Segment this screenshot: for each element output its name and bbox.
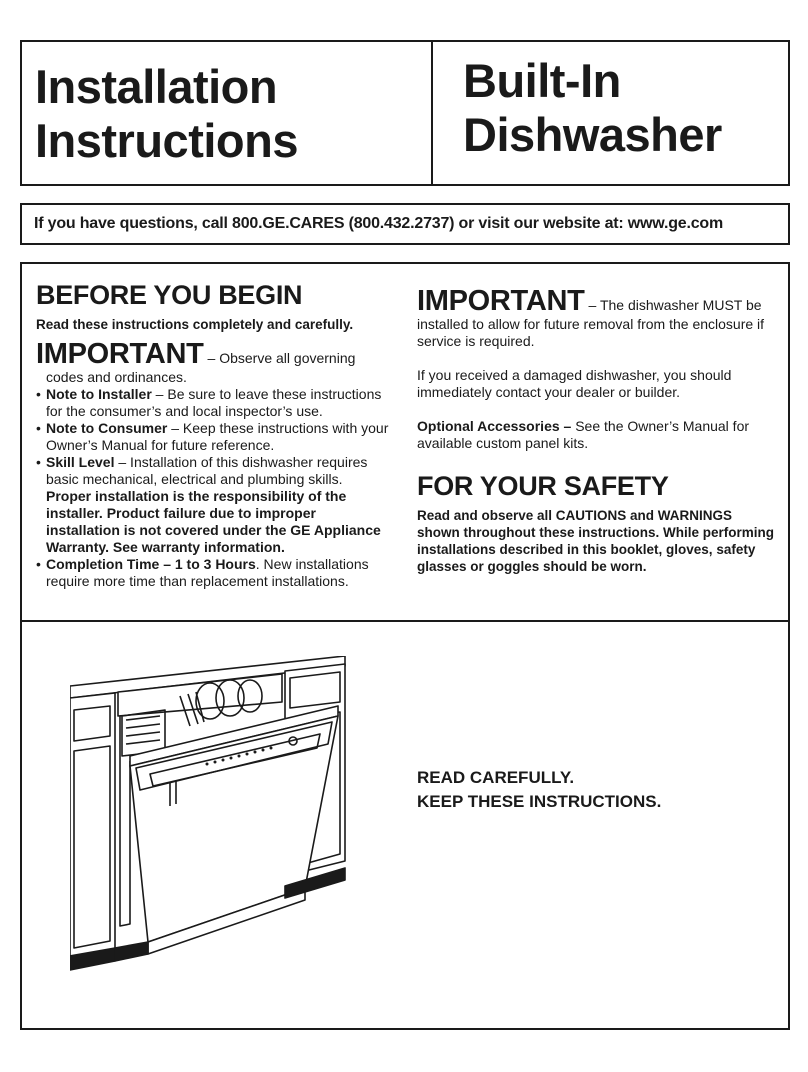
- list-item-text: . New installations require more time than replacement installations.: [46, 556, 369, 589]
- contact-bar: [20, 203, 790, 245]
- read-instructions-lead: Read these instructions completely and carefully.: [36, 317, 354, 332]
- list-item-text: – Installation of this dishwasher requires basic mechanical, electrical and plumbing skills.: [46, 454, 368, 487]
- dishwasher-illustration-icon: [70, 656, 370, 976]
- list-item-label: Completion Time – 1 to 3 Hours: [46, 556, 256, 572]
- important-dash: –: [588, 297, 597, 313]
- important-text: The dishwasher MUST be: [599, 297, 762, 313]
- keep-instructions-line: KEEP THESE INSTRUCTIONS.: [417, 792, 662, 811]
- warranty-warning: Proper installation is the responsibility of the installer. Product failure due to improper installation is not covered under the GE Appliance Warranty. See warranty information.: [46, 488, 381, 555]
- optional-accessories-body: See the Owner’s Manual for available custom panel kits.: [417, 418, 750, 451]
- list-item-label: Skill Level: [46, 454, 115, 470]
- notes-list: [36, 386, 391, 590]
- contact-text: If you have questions, call 800.GE.CARES (800.432.2737) or visit our website at: www.ge.com: [34, 215, 724, 232]
- before-you-begin-heading: BEFORE YOU BEGIN: [36, 280, 303, 310]
- important-text: Observe all governing: [219, 350, 356, 366]
- list-item-note-to-installer: [36, 386, 391, 420]
- list-item-note-to-consumer: [36, 420, 391, 454]
- safety-warning-text: Read and observe all CAUTIONS and WARNINGS shown throughout these instructions. While performing installations described in this booklet, gloves, safety glasses or goggles should be worn.: [417, 508, 774, 574]
- optional-accessories-label: Optional Accessories –: [417, 418, 572, 434]
- important-label: IMPORTANT: [417, 285, 585, 317]
- important-label: IMPORTANT: [36, 338, 204, 370]
- before-you-begin-section: [36, 278, 391, 590]
- list-item-text: – Be sure to leave these instructions for the consumer’s and local inspector’s use.: [46, 386, 382, 419]
- read-carefully-notice: [417, 766, 661, 814]
- section-divider: [22, 620, 788, 622]
- read-carefully-line: READ CAREFULLY.: [417, 768, 575, 787]
- dishwasher-illustration: [70, 656, 370, 976]
- title-line-installation: Installation: [35, 60, 278, 113]
- list-item-text: – Keep these instructions with your Owner’s Manual for future reference.: [46, 420, 389, 453]
- right-info-section: [417, 278, 777, 575]
- list-item-label: Note to Consumer: [46, 420, 168, 436]
- main-content-box: [20, 262, 790, 1030]
- title-box: [20, 40, 790, 186]
- title-divider: [431, 42, 433, 184]
- list-item-label: Note to Installer: [46, 386, 152, 402]
- list-item-completion-time: [36, 556, 391, 590]
- title-line-built-in: Built-In: [463, 54, 621, 107]
- damaged-dishwasher-text: If you received a damaged dishwasher, you should immediately contact your dealer or builder.: [417, 367, 732, 400]
- document-title: [35, 60, 425, 168]
- list-item-skill-level: [36, 454, 391, 556]
- title-line-instructions: Instructions: [35, 114, 298, 167]
- important-removal-block: [417, 286, 777, 316]
- important-governing-block: [36, 339, 391, 369]
- product-title: [463, 54, 783, 162]
- important-dash: –: [207, 350, 216, 366]
- optional-accessories-text: [417, 418, 777, 452]
- for-your-safety-heading: FOR YOUR SAFETY: [417, 471, 669, 501]
- important-text-continued: installed to allow for future removal from the enclosure if service is required.: [417, 316, 765, 349]
- title-line-dishwasher: Dishwasher: [463, 108, 722, 161]
- important-text-continued: codes and ordinances.: [46, 369, 187, 385]
